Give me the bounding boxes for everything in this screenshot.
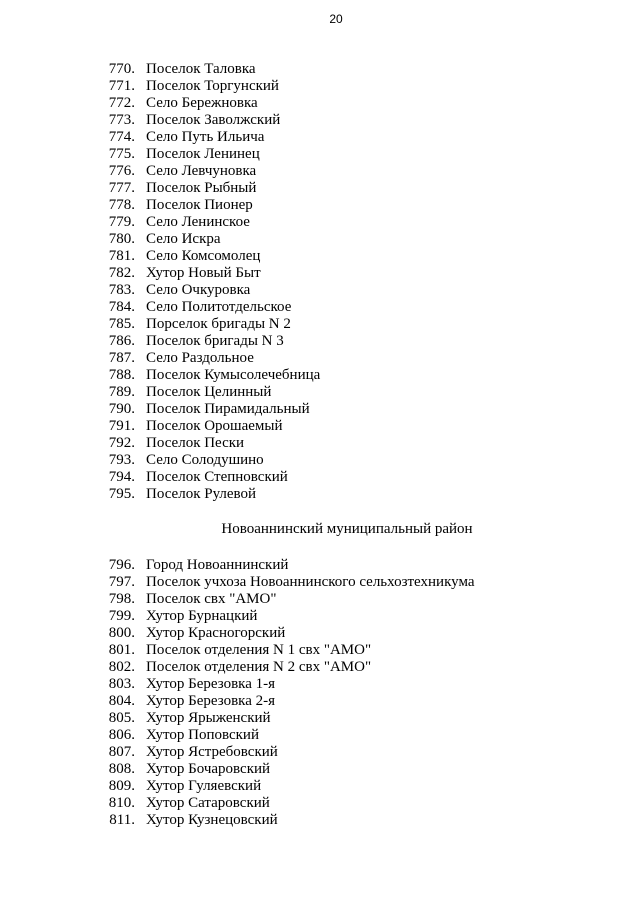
list-item: [0, 129, 640, 146]
settlement-name: Поселок Торгунский: [146, 78, 279, 94]
settlement-name: Город Новоаннинский: [146, 557, 289, 573]
settlement-name: Поселок Рыбный: [146, 180, 257, 196]
settlement-name: Село Искра: [146, 231, 221, 247]
settlement-name: Поселок Степновский: [146, 469, 288, 485]
list-item: [0, 469, 640, 486]
list-item: [0, 795, 640, 812]
item-number: 782.: [108, 265, 135, 281]
list-item: [0, 418, 640, 435]
list-item: [0, 744, 640, 761]
list-item: [0, 231, 640, 248]
item-number: 801.: [108, 642, 135, 658]
settlement-name: Поселок бригады N 3: [146, 333, 284, 349]
list-item: [0, 710, 640, 727]
page-number: 20: [329, 12, 343, 26]
item-number: 810.: [108, 795, 135, 811]
settlement-name: Хутор Красногорский: [146, 625, 286, 641]
item-number: 809.: [108, 778, 135, 794]
item-number: 776.: [108, 163, 135, 179]
item-number: 790.: [108, 401, 135, 417]
list-item: [0, 608, 640, 625]
item-number: 783.: [108, 282, 135, 298]
item-number: 803.: [108, 676, 135, 692]
list-item: [0, 693, 640, 710]
item-number: 799.: [108, 608, 135, 624]
settlement-name: Хутор Березовка 2-я: [146, 693, 276, 709]
list-item: [0, 574, 640, 591]
item-number: 796.: [108, 557, 135, 573]
list-item: [0, 112, 640, 129]
settlement-name: Хутор Новый Быт: [146, 265, 261, 281]
settlement-name: Поселок Пирамидальный: [146, 401, 310, 417]
settlement-list-top: [0, 61, 640, 503]
settlement-name: Поселок Ленинец: [146, 146, 260, 162]
settlement-name: Поселок Пески: [146, 435, 245, 451]
settlement-name: Село Бережновка: [146, 95, 258, 111]
settlement-list-bottom: [0, 557, 640, 829]
item-number: 770.: [108, 61, 135, 77]
list-item: [0, 61, 640, 78]
settlement-name: Село Солодушино: [146, 452, 264, 468]
list-item: [0, 78, 640, 95]
list-item: [0, 163, 640, 180]
settlement-name: Поселок Кумысолечебница: [146, 367, 321, 383]
settlement-name: Хутор Сатаровский: [146, 795, 270, 811]
list-item: [0, 214, 640, 231]
item-number: 791.: [108, 418, 135, 434]
item-number: 795.: [108, 486, 135, 502]
settlement-name: Поселок Целинный: [146, 384, 272, 400]
settlement-name: Село Ленинское: [146, 214, 250, 230]
settlement-name: Хутор Кузнецовский: [146, 812, 278, 828]
item-number: 789.: [108, 384, 135, 400]
settlement-name: Хутор Поповский: [146, 727, 259, 743]
item-number: 805.: [108, 710, 135, 726]
list-item: [0, 761, 640, 778]
item-number: 802.: [108, 659, 135, 675]
list-item: [0, 367, 640, 384]
settlement-name: Село Комсомолец: [146, 248, 261, 264]
item-number: 804.: [108, 693, 135, 709]
list-item: [0, 95, 640, 112]
list-item: [0, 625, 640, 642]
settlement-name: Порселок бригады N 2: [146, 316, 291, 332]
list-item: [0, 180, 640, 197]
item-number: 785.: [108, 316, 135, 332]
list-item: [0, 676, 640, 693]
item-number: 774.: [108, 129, 135, 145]
settlement-name: Хутор Бочаровский: [146, 761, 271, 777]
item-number: 797.: [108, 574, 135, 590]
settlement-name: Поселок Пионер: [146, 197, 253, 213]
item-number: 775.: [108, 146, 135, 162]
item-number: 807.: [108, 744, 135, 760]
settlement-name: Поселок Рулевой: [146, 486, 257, 502]
settlement-name: Хутор Бурнацкий: [146, 608, 258, 624]
item-number: 772.: [108, 95, 135, 111]
settlement-name: Поселок Таловка: [146, 61, 256, 77]
settlement-name: Поселок отделения N 2 свх "АМО": [146, 659, 372, 675]
settlement-name: Поселок Заволжский: [146, 112, 281, 128]
item-number: 808.: [108, 761, 135, 777]
list-item: [0, 282, 640, 299]
list-item: [0, 197, 640, 214]
list-item: [0, 812, 640, 829]
item-number: 773.: [108, 112, 135, 128]
settlement-name: Хутор Ярыженский: [146, 710, 271, 726]
list-item: [0, 659, 640, 676]
item-number: 771.: [108, 78, 135, 94]
item-number: 777.: [108, 180, 135, 196]
item-number: 811.: [109, 812, 135, 828]
item-number: 800.: [108, 625, 135, 641]
settlement-name: Поселок отделения N 1 свх "АМО": [146, 642, 372, 658]
list-item: [0, 401, 640, 418]
settlement-name: Хутор Гуляевский: [146, 778, 262, 794]
item-number: 786.: [108, 333, 135, 349]
list-item: [0, 452, 640, 469]
list-item: [0, 265, 640, 282]
item-number: 798.: [108, 591, 135, 607]
item-number: 792.: [108, 435, 135, 451]
list-item: [0, 778, 640, 795]
list-item: [0, 316, 640, 333]
item-number: 780.: [108, 231, 135, 247]
item-number: 794.: [108, 469, 135, 485]
settlement-name: Село Левчуновка: [146, 163, 257, 179]
item-number: 779.: [108, 214, 135, 230]
list-item: [0, 591, 640, 608]
item-number: 788.: [108, 367, 135, 383]
list-item: [0, 557, 640, 574]
list-item: [0, 333, 640, 350]
list-item: [0, 299, 640, 316]
list-item: [0, 350, 640, 367]
item-number: 787.: [108, 350, 135, 366]
settlement-name: Хутор Ястребовский: [146, 744, 278, 760]
list-item: [0, 146, 640, 163]
settlement-name: Поселок учхоза Новоаннинского сельхозтехникума: [146, 574, 475, 590]
list-item: [0, 248, 640, 265]
settlement-name: Хутор Березовка 1-я: [146, 676, 276, 692]
item-number: 778.: [108, 197, 135, 213]
item-number: 793.: [108, 452, 135, 468]
item-number: 806.: [108, 727, 135, 743]
list-item: [0, 642, 640, 659]
settlement-name: Поселок свх "АМО": [146, 591, 277, 607]
settlement-name: Село Политотдельское: [146, 299, 292, 315]
settlement-name: Поселок Орошаемый: [146, 418, 283, 434]
item-number: 781.: [108, 248, 135, 264]
list-item: [0, 384, 640, 401]
settlement-name: Село Путь Ильича: [146, 129, 265, 145]
section-heading: Новоаннинский муниципальный район: [221, 521, 473, 537]
item-number: 784.: [108, 299, 135, 315]
settlement-name: Село Раздольное: [146, 350, 254, 366]
settlement-name: Село Очкуровка: [146, 282, 251, 298]
list-item: [0, 727, 640, 744]
list-item: [0, 435, 640, 452]
list-item: [0, 486, 640, 503]
